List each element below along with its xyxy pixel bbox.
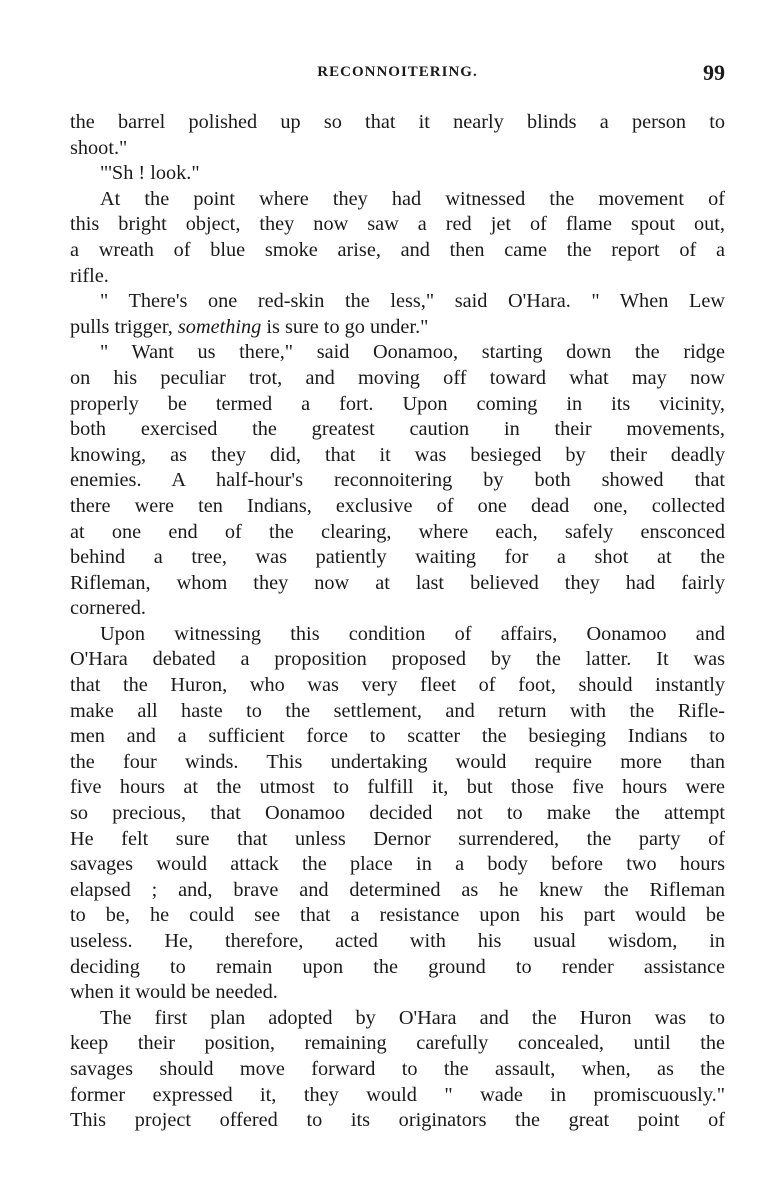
text-line: The first plan adopted by O'Hara and the Huron was to [100, 1006, 725, 1029]
text-line: " Want us there," said Oonamoo, starting down the ridge [100, 341, 725, 364]
text-line: Upon witnessing this condition of affairs, Oonamoo and [100, 622, 725, 645]
text-line: This project offered to its originators the great point of [70, 1109, 725, 1132]
text-line: pulls trigger, something is sure to go under." [70, 315, 429, 338]
text-line: five hours at the utmost to fulfill it, but those five hours were [70, 776, 725, 799]
text-line: properly be termed a fort. Upon coming in its vicinity, [70, 392, 725, 415]
body-text [70, 110, 725, 1134]
text-line: the four winds. This undertaking would require more than [70, 750, 725, 773]
page-header [70, 60, 725, 86]
text-line: elapsed ; and, brave and determined as he knew the Rifleman [70, 878, 725, 901]
text-line: on his peculiar trot, and moving off toward what may now [70, 366, 725, 389]
page-number: 99 [703, 60, 725, 85]
text-line: a wreath of blue smoke arise, and then came the report of a [70, 238, 725, 261]
text-line: enemies. A half-hour's reconnoitering by both showed that [70, 469, 725, 492]
text-line: "'Sh ! look." [100, 162, 200, 185]
text-line: men and a sufficient force to scatter the besieging Indians to [70, 725, 725, 748]
text-line: He felt sure that unless Dernor surrendered, the party of [70, 827, 725, 850]
text-line: keep their position, remaining carefully concealed, until the [70, 1032, 725, 1055]
text-line: this bright object, they now saw a red jet of flame spout out, [70, 213, 725, 236]
text-line: useless. He, therefore, acted with his usual wisdom, in [70, 930, 725, 952]
text-line: there were ten Indians, exclusive of one dead one, collected [70, 494, 725, 517]
text-line: Rifleman, whom they now at last believed they had fairly [70, 571, 725, 594]
text-line: so precious, that Oonamoo decided not to make the attempt [70, 802, 725, 825]
text-line: that the Huron, who was very fleet of foot, should instantly [70, 674, 725, 697]
text-line: at one end of the clearing, where each, safely ensconced [70, 520, 725, 543]
text-line: savages should move forward to the assault, when, as the [70, 1057, 725, 1080]
text-line: the barrel polished up so that it nearly blinds a person to [70, 111, 725, 133]
text-line: At the point where they had witnessed the movement of [100, 187, 725, 210]
text-line: to be, he could see that a resistance upon his part would be [70, 904, 725, 927]
text-line: deciding to remain upon the ground to render assistance [70, 955, 725, 978]
text-line: " There's one red-skin the less," said O'Hara. " When Lew [100, 290, 725, 313]
text-line: both exercised the greatest caution in their movements, [70, 418, 725, 441]
text-line: behind a tree, was patiently waiting for a shot at the [70, 546, 725, 569]
text-line: O'Hara debated a proposition proposed by the latter. It was [70, 648, 725, 671]
text-line: make all haste to the settlement, and return with the Rifle- [70, 699, 725, 722]
text-line: cornered. [70, 597, 147, 620]
text-line: savages would attack the place in a body before two hours [70, 853, 725, 876]
running-title: RECONNOITERING. [317, 64, 478, 80]
emphasis: something [177, 315, 262, 338]
text-line: rifle. [70, 264, 109, 287]
text-line: shoot." [70, 136, 128, 159]
text-line: former expressed it, they would " wade in promiscuously." [70, 1083, 725, 1106]
text-line: knowing, as they did, that it was besieged by their deadly [70, 443, 725, 466]
text-line: when it would be needed. [70, 981, 278, 1004]
